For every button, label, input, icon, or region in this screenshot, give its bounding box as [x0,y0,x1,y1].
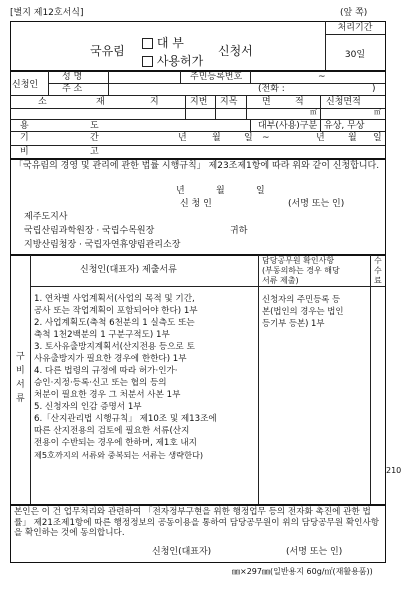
period-month-1: 월 [212,133,221,143]
unit-area: ㎡ [310,108,317,116]
usage-type-label: 대부(사용)구분 [258,121,318,131]
loc-h-jae: 재 [96,97,105,107]
tel-end: ) [372,84,376,94]
usage-label-1: 용 [20,121,29,131]
loc-h-jeok: 적 [295,97,304,107]
period-year-1: 년 [178,133,187,143]
doc-item: 6.「산지관리법 시행규칙」 제10조 및 제13조에 [34,414,217,424]
title-right: 신청서 [218,44,253,58]
period-day-1: 일 [244,133,253,143]
doc-item: 제5호까지의 서류와 중복되는 서류는 생략한다) [34,450,204,460]
applicant-label: 신청인 [12,80,39,90]
form-code: [별지 제12호서식] [10,8,84,18]
signer-label: 신 청 인 [180,199,212,209]
doc-item: 사유출방지가 필요한 경우에 한한다) 1부 [34,354,187,364]
doc-item: 1. 연차별 사업계획서(사업의 목적 및 기간, [34,294,195,304]
doc-item: 3. 토사유출방지계획서(산지전용 등으로 토 [34,342,195,352]
period-year-2: 년 [316,133,325,143]
addressee-1: 제주도지사 [24,212,68,222]
loc-h-ji: 지 [150,97,159,107]
addressee-3: 지방산림청장 · 국립자연휴양림관리소장 [24,240,181,250]
docs-col2-header-2: (부동의하는 경우 해당 [262,266,340,275]
consent-text: 본인은 이 건 업무처리와 관련하여 「전자정부구현을 위한 행정업무 등의 전자화 촉진에 관한 법률」 제21조제1항에 따른 행정정보의 공동이용을 통하여 담당공무원이 위의 담당공무원 확인사항을 확인하는 것에 동의합니다. [14,507,380,539]
footer-paper-spec: ㎜×297㎜(일반용지 60g/㎡(재활용품)) [232,567,373,576]
period-row-label-2: 간 [90,133,99,143]
date-day: 일 [256,186,265,196]
addressee-honorific: 귀하 [230,226,248,236]
loc-h-jibun: 지번 [190,97,208,107]
loc-h-area: 신청면적 [326,97,361,107]
page-side: (앞 쪽) [340,8,368,18]
permit-checkbox[interactable] [142,56,153,67]
doc-item: 따른 산지전용의 검토에 필요한 서류(산지 [34,426,190,436]
period-tilde: ~ [262,133,270,143]
fee-header-3: 료 [374,276,382,285]
tel-label: (전화 : [258,84,285,94]
doc-item: 처분이 필요한 경우 그 처분서 사본 1부 [34,390,181,400]
verify-line-3: 등기부 등본) 1부 [262,318,325,328]
verify-line-2: 본(법인의 경우는 법인 [262,306,344,316]
period-label: 처리기간 [337,23,373,33]
doc-item: 4. 다른 법령의 규정에 따라 허가·인가· [34,366,178,376]
id-separator: ~ [318,72,326,82]
doc-item: 2. 사업계획도(축척 6천분의 1 실측도 또는 [34,318,195,328]
usage-type-value: 유상, 무상 [324,121,365,131]
note-label-2: 고 [90,147,99,157]
doc-item: 5. 신청자의 인감 증명서 1부 [34,402,142,412]
note-label-1: 비 [20,147,29,157]
unit-req-area: ㎡ [374,108,381,116]
period-day-2: 일 [373,133,382,143]
docs-col1-header: 신청인(대표자) 제출서류 [80,265,177,275]
docs-col2-header-3: 서류 제출) [262,276,299,285]
addressee-2: 국립산림과학원장 · 국립수목원장 [24,226,155,236]
name-label: 성 명 [62,72,83,82]
date-year: 년 [176,186,185,196]
doc-item: 축척 1천2백분의 1 구분구적도) 1부 [34,330,170,340]
fee-header-1: 수 [374,256,382,265]
docs-side-4: 류 [16,394,25,404]
title-left: 국유림 [90,44,125,58]
statement-text: 「국유림의 경영 및 관리에 관한 법률 시행규칙」 제23조제1항에 따라 위와 같이 신청합니다. [14,161,380,171]
date-month: 월 [216,186,225,196]
docs-side-1: 구 [16,352,25,362]
consent-signer-label: 신청인(대표자) [152,547,212,557]
doc-item: 승인·지정·등록·신고 또는 협의 등의 [34,378,167,388]
option-lease[interactable]: 대 부 [142,36,184,51]
loc-h-jimok: 지목 [220,97,238,107]
period-value: 30일 [344,50,366,60]
lease-checkbox[interactable] [142,38,153,49]
loc-h-so: 소 [38,97,47,107]
id-label: 주민등록번호 [190,72,243,82]
signer-sign: (서명 또는 인) [288,199,345,209]
fee-header-2: 수 [374,266,382,275]
doc-item: 전용이 수반되는 경우에 한하며, 제1호 내지 [34,438,197,448]
doc-item: 공사 또는 작업계획이 포함되어야 한다) 1부 [34,306,198,316]
loc-h-myeon: 면 [262,97,271,107]
period-row-label-1: 기 [20,133,29,143]
docs-side-2: 비 [16,366,25,376]
usage-label-2: 도 [90,121,99,131]
period-month-2: 월 [348,133,357,143]
side-number: 210 [386,466,402,475]
consent-signer-sign: (서명 또는 인) [286,547,343,557]
verify-line-1: 신청자의 주민등록 등 [262,294,341,304]
option-permit[interactable]: 사용허가 [142,54,203,69]
docs-col2-header-1: 담당공무원 확인사항 [262,256,335,265]
address-label: 주 소 [62,84,83,94]
docs-side-3: 서 [16,380,25,390]
